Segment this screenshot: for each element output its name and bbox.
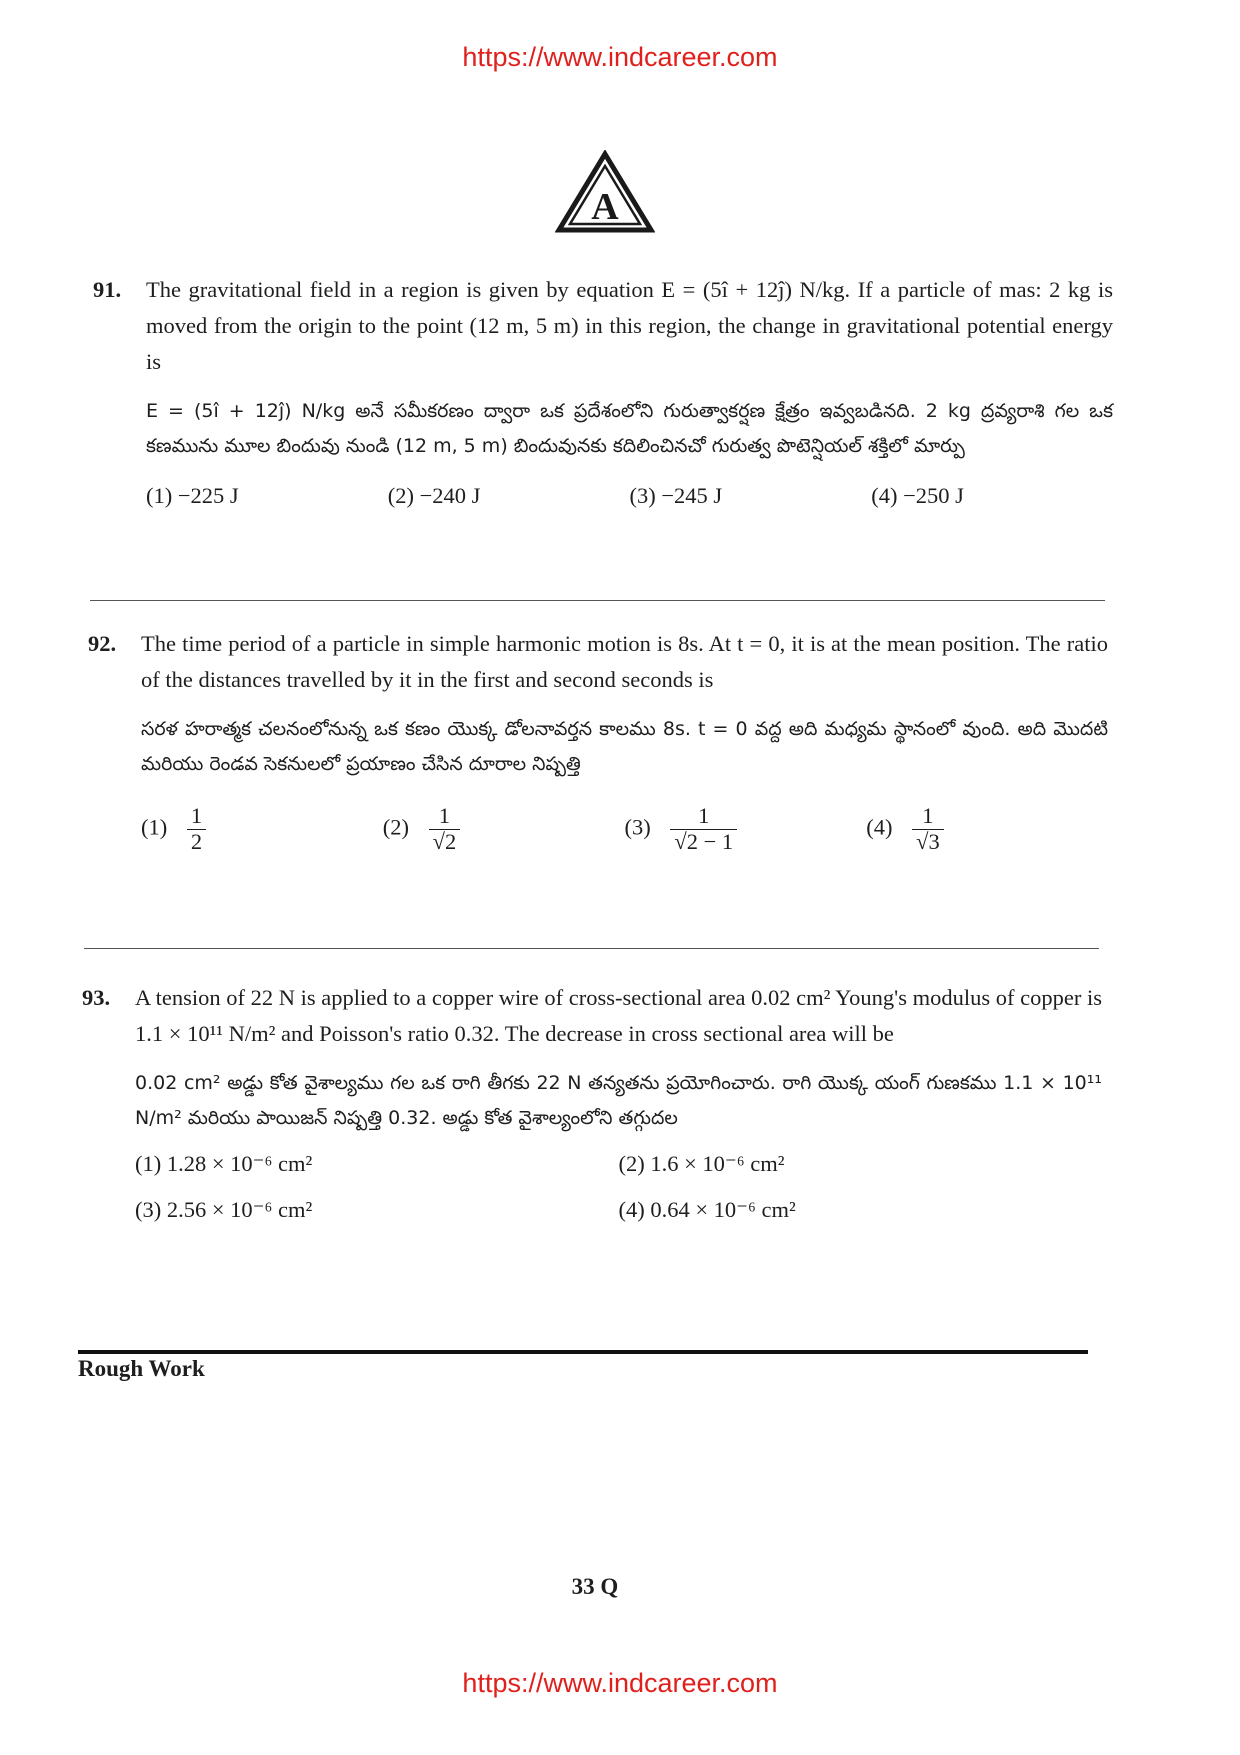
question-text-telugu: సరళ హరాత్మక చలనంలోనున్న ఒక కణం యొక్క డోలనావర్తన కాలము 8s. t = 0 వద్ద అది మధ్యమ స్థానంలో వుంది. అది మొదటి మరియు రెండవ సెకనులలో ప్రయాణం చేసిన దూరాల నిష్పత్తి: [141, 718, 1108, 775]
option-4[interactable]: (4) 0.64 × 10⁻⁶ cm²: [618, 1197, 796, 1222]
footer-url-link[interactable]: https://www.indcareer.com: [462, 1668, 778, 1698]
options-grid: [135, 1146, 1102, 1228]
question-text-telugu: E = (5î + 12ĵ) N/kg అనే సమీకరణం ద్వారా ఒక ప్రదేశంలోని గురుత్వాకర్షణ క్షేత్రం ఇవ్వబడినది. 2 kg ద్రవ్యరాశి గల ఒక కణమును మూల బిందువు నుండి (12 m, 5 m) బిందువునకు కదిలించినచో గురుత్వ పొటెన్షియల్ శక్తిలో మార్పు: [146, 400, 1113, 457]
fraction-denominator: √2 − 1: [670, 829, 737, 855]
question-number: 91.: [93, 277, 122, 302]
fraction: [187, 804, 206, 855]
question-divider: [84, 948, 1099, 949]
option-label: (4): [866, 814, 893, 840]
option-2[interactable]: (2) −240 J: [387, 483, 481, 508]
fraction-denominator: √3: [912, 829, 944, 855]
question-number: 92.: [88, 631, 117, 656]
question-93: [82, 980, 1102, 1228]
question-text-english: The gravitational field in a region is given by equation E = (5î + 12ĵ) N/kg. If a particle of mas: 2 kg is moved from the origin to the point (12 m, 5 m) in this region, the change in gravitational potential energy is: [146, 277, 1113, 374]
rough-work-divider: [78, 1350, 1088, 1354]
options-row: [141, 804, 1108, 855]
set-a-triangle-badge: [555, 150, 655, 234]
header-url-link[interactable]: https://www.indcareer.com: [462, 42, 778, 72]
option-1[interactable]: (1) 1.28 × 10⁻⁶ cm²: [135, 1151, 313, 1176]
page-number: 33 Q: [571, 1574, 619, 1599]
fraction-denominator: √2: [429, 829, 461, 855]
question-divider: [90, 600, 1105, 601]
option-3[interactable]: (3) 2.56 × 10⁻⁶ cm²: [135, 1197, 313, 1222]
question-text-english: A tension of 22 N is applied to a copper wire of cross-sectional area 0.02 cm² Young's modulus of copper is 1.1 × 10¹¹ N/m² and Poisson's ratio 0.32. The decrease in cross sectional area will be: [135, 985, 1102, 1046]
fraction-numerator: 1: [190, 803, 203, 828]
rough-work-label: Rough Work: [78, 1356, 205, 1381]
option-label: (2): [382, 814, 409, 840]
option-4[interactable]: [866, 804, 1108, 855]
option-2[interactable]: [383, 804, 625, 855]
set-label: A: [591, 186, 619, 228]
option-3[interactable]: [625, 804, 867, 855]
fraction-numerator: 1: [438, 803, 451, 828]
question-91: [93, 272, 1113, 514]
question-number: 93.: [82, 985, 111, 1010]
option-label: (1): [141, 814, 168, 840]
option-1[interactable]: [141, 804, 383, 855]
fraction-numerator: 1: [922, 803, 934, 828]
fraction: [912, 804, 944, 855]
fraction: [670, 804, 737, 855]
fraction: [429, 804, 461, 855]
question-92: [88, 626, 1108, 855]
fraction-numerator: 1: [698, 803, 710, 828]
question-text-english: The time period of a particle in simple harmonic motion is 8s. At t = 0, it is at the mean position. The ratio of the distances travelled by it in the first and second seconds is: [141, 631, 1108, 692]
option-4[interactable]: (4) −250 J: [871, 483, 964, 508]
option-label: (3): [624, 814, 651, 840]
fraction-denominator: 2: [187, 829, 206, 855]
question-text-telugu: 0.02 cm² అడ్డు కోత వైశాల్యము గల ఒక రాగి తీగకు 22 N తన్యతను ప్రయోగించారు. రాగి యొక్క యంగ్ గుణకము 1.1 × 10¹¹ N/m² మరియు పాయిజన్ నిష్పత్తి 0.32. అడ్డు కోత వైశాల్యంలోని తగ్గుదల: [135, 1072, 1102, 1129]
option-1[interactable]: (1) −225 J: [146, 483, 239, 508]
option-3[interactable]: (3) −245 J: [629, 483, 723, 508]
option-2[interactable]: (2) 1.6 × 10⁻⁶ cm²: [618, 1151, 785, 1176]
options-row: [146, 478, 1113, 514]
